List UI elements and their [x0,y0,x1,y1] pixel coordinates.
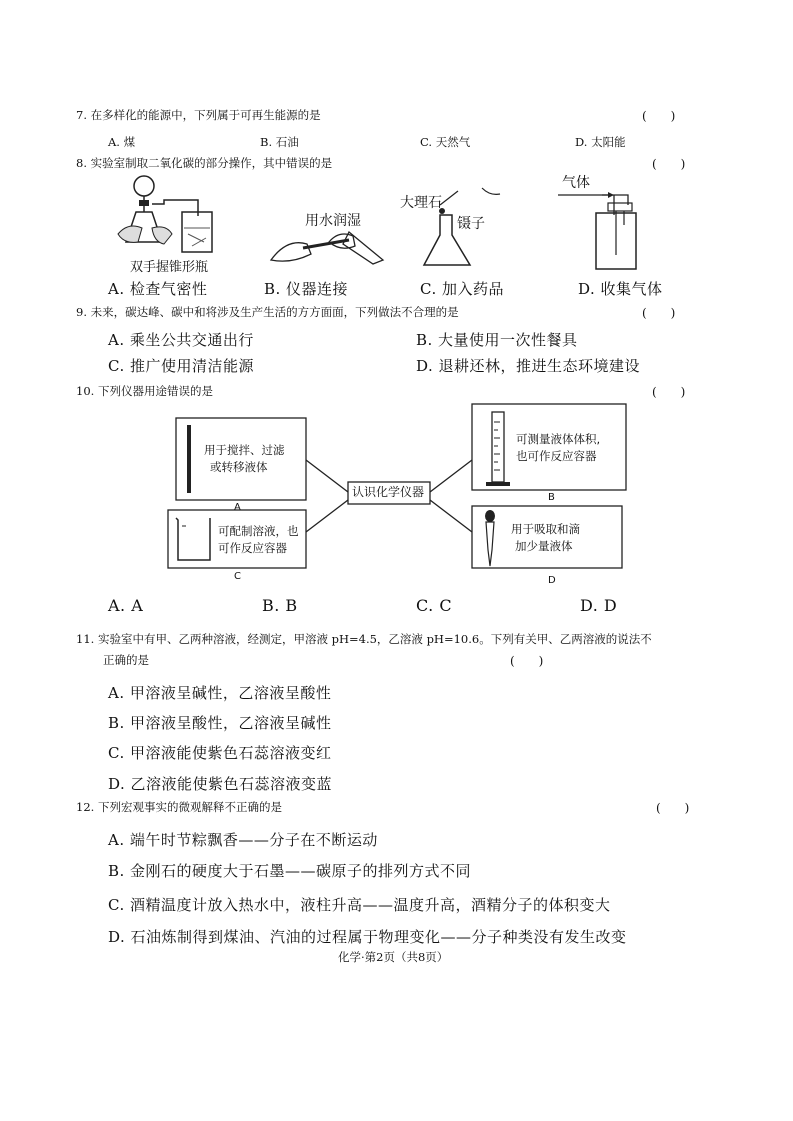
q10-tag-d: D [548,575,556,586]
q11-stem-line2: 正确的是 [103,653,149,667]
q10-box-c-line2: 可作反应容器 [218,541,287,555]
q10-center-label: 认识化学仪器 [352,485,425,499]
q10-box-b-line1: 可测量液体体积, [516,432,601,446]
q8-figure-a-note: 双手握锥形瓶 [130,260,209,275]
q7-option-b: B. 石油 [260,135,299,149]
q12-stem: 12. 下列宏观事实的微观解释不正确的是 [76,800,282,814]
q8-answer-paren: ( ) [652,157,686,171]
q7-option-c: C. 天然气 [420,135,471,149]
q7-option-d: D. 太阳能 [575,135,626,149]
q9-option-b: B. 大量使用一次性餐具 [416,331,578,349]
q8-option-a: A. 检查气密性 [108,280,208,298]
q11-option-b: B. 甲溶液呈酸性，乙溶液呈碱性 [108,714,332,732]
q8-option-b: B. 仪器连接 [264,280,349,298]
q10-box-b-line2: 也可作反应容器 [516,449,597,463]
tweezers-icon [480,186,502,198]
q12-option-a: A. 端午时节粽飘香——分子在不断运动 [108,831,378,849]
q9-answer-paren: ( ) [642,306,676,320]
q12-answer-paren: ( ) [656,801,690,815]
q7-option-a: A. 煤 [108,135,136,149]
q11-option-d: D. 乙溶液能使紫色石蕊溶液变蓝 [108,775,333,793]
q12-option-b: B. 金刚石的硬度大于石墨——碳原子的排列方式不同 [108,862,472,880]
q8-figure-b-note: 用水润湿 [305,213,361,229]
q10-tag-b: B [548,492,555,503]
q10-box-c-line1: 可配制溶液，也 [218,524,299,538]
q8-figure-c-note1: 大理石 [400,195,442,211]
q8-stem: 8. 实验室制取二氧化碳的部分操作，其中错误的是 [76,156,333,170]
page-footer: 化学·第2页（共8页） [338,950,449,964]
q8-figure-gas-collection [558,185,638,275]
q10-answer-paren: ( ) [652,385,686,399]
q8-option-d: D. 收集气体 [578,280,663,298]
q9-option-d: D. 退耕还林，推进生态环境建设 [416,357,641,375]
q8-figure-d-note: 气体 [562,175,590,191]
q7-stem: 7. 在多样化的能源中，下列属于可再生能源的是 [76,108,321,122]
q10-option-d: D. D [580,596,618,615]
q10-option-b: B. B [262,596,298,615]
q11-option-c: C. 甲溶液能使紫色石蕊溶液变红 [108,744,332,762]
q10-stem: 10. 下列仪器用途错误的是 [76,384,213,398]
q10-tag-a: A [234,502,241,513]
q8-figure-c-note2: 镊子 [457,216,485,232]
q9-option-a: A. 乘坐公共交通出行 [108,331,254,349]
q10-box-a-line1: 用于搅拌、过滤 [204,443,285,457]
q12-option-d: D. 石油炼制得到煤油、汽油的过程属于物理变化——分子种类没有发生改变 [108,928,627,946]
q10-option-c: C. C [416,596,453,615]
q9-option-c: C. 推广使用清洁能源 [108,357,254,375]
q10-box-d-line1: 用于吸取和滴 [511,522,580,536]
q10-tag-c: C [234,571,241,582]
q12-option-c: C. 酒精温度计放入热水中，液柱升高——温度升高，酒精分子的体积变大 [108,896,611,914]
q10-box-a-line2: 或转移液体 [210,460,268,474]
q9-stem: 9. 未来，碳达峰、碳中和将涉及生产生活的方方面面，下列做法不合理的是 [76,305,459,319]
q10-option-a: A. A [108,596,144,615]
q7-answer-paren: ( ) [642,109,676,123]
q8-option-c: C. 加入药品 [420,280,504,298]
q11-stem-line1: 11. 实验室中有甲、乙两种溶液，经测定，甲溶液 pH=4.5，乙溶液 pH=10.6。下列有关甲、乙两溶液的说法不 [76,632,652,646]
q11-answer-paren: ( ) [510,654,544,668]
q11-option-a: A. 甲溶液呈碱性，乙溶液呈酸性 [108,684,332,702]
q10-box-d-line2: 加少量液体 [515,539,573,553]
